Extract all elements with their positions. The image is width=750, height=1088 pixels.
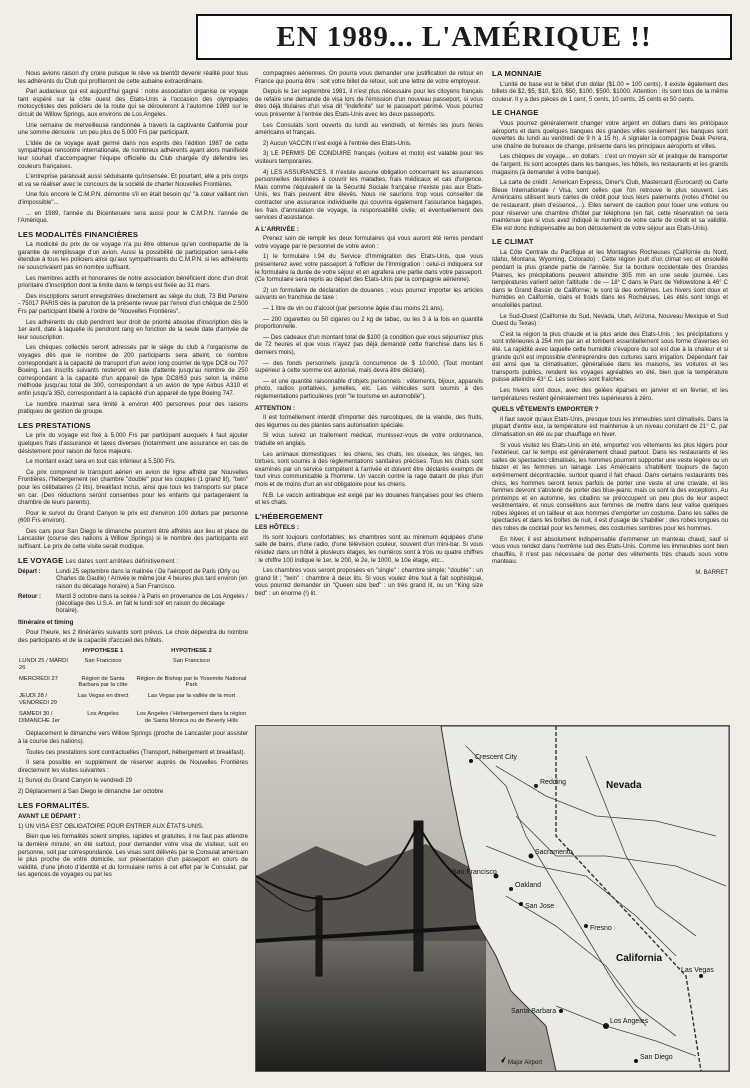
- return-label: Retour :: [18, 593, 41, 600]
- table-cell: Los Angeles / Hébergement dans la région de Santa Monica ou de Beverly Hills: [136, 710, 247, 724]
- paragraph: Le Sud-Ouest (Californie du Sud, Nevada, Utah, Arizona, Nouveau Mexique et Sud Ouest du Texas) :: [492, 312, 728, 328]
- section-heading-prestations: LES PRESTATIONS: [18, 420, 91, 430]
- heading-note: Les dates sont arrêtées définitivement :: [65, 558, 179, 565]
- paragraph: Prenez soin de remplir les deux formulaires qui vous auront été remis pendant votre voyage par le personnel de votre avion :: [255, 235, 483, 250]
- map-label-redding: Redding: [540, 779, 567, 786]
- paragraph: L'idée de ce voyage avait germé dans nos esprits dès l'édition 1987 de cette sympathique rencontre internationale, de nombreux adhérents ayant alors manifesté leur souhait d'accompagner l'équipe officielle du Club chargée d'y défendre les couleurs françaises.: [18, 139, 248, 170]
- paragraph: 4) LES ASSURANCES. Il n'existe aucune obligation concernant les assurances personnelles destinées à couvrir les maladies, frais médicaux et cas d'urgence. Mais comme l'équivalent de la Sécurité Sociale française n'existe pas aux Etats-Unis, les frais peuvent être élevés. Nous ne saurions trop vous conseiller de contracter une assurance individuelle qui couvrira également l'assurance bagages, les frais d'annulation de voyage, la responsabilité civile, et éventuellement des services d'assistance.: [255, 168, 483, 222]
- list-item: — et une quantité raisonnable d'objets personnels : vêtements, bijoux, appareils photo, radios portatives, jumelles, etc. Les véhicules sont soumis à des réglementations particulières (voir "le tourisme en automobile").: [255, 377, 483, 400]
- table-cell: San Francisco: [172, 658, 210, 665]
- departure-info: [18, 569, 248, 591]
- paragraph: Ce prix comprend le transport aérien en avion de ligne affrété par Nouvelles Frontières, l'hébergement (en chambre "double" pour les couples (1 grand lit), "twin" pour les célibataires (2 lits), breakfast inclus, ainsi que tous les transports sur place en car. (Des réductions seront consenties pour les enfants qui partageraient la chambre de leurs parents).: [18, 468, 248, 507]
- table-row: [18, 656, 248, 674]
- map-label-santa-barbara: Santa Barbara: [511, 1008, 557, 1015]
- golden-gate-map-photo: [255, 725, 730, 1072]
- table-cell: San Francisco: [84, 658, 122, 665]
- paragraph: compagnies aériennes. On pourra vous demander une justification de retour en France qui pourra être : soit votre billet de retour, soit une lettre de votre employeur.: [255, 70, 483, 85]
- paragraph: Les chèques de voyage... en dollars : c'est un moyen sûr et pratique de transporter de l'argent. Ils sont acceptés dans les banques, les hôtels, les restaurants et les grands magasins (à demander à votre banque).: [492, 153, 728, 176]
- paragraph: L'entreprise paraissait aussi séduisante qu'insensée. Et pourtant, elle a pris corps et va se réaliser avec le concours de la société de charter Nouvelles Frontières.: [18, 173, 248, 188]
- paragraph: C'est la région la plus chaude et la plus aride des Etats-Unis ; les précipitations y sont inférieures à 254 mm par an et tombent essentiellement sous forme d'averses en été. La rapidité avec laquelle cette humidité s'évapore du sol est due à la chaleur et si grande qu'il est impossible d'entreprendre des cultures sans irrigation. Dépendant l'air est ainsi que la climatisation, généralisée dans les maisons, les voitures et les transports publics, rendent les voyages agréables en été, bien que la température puisse atteindre 43° C. Les soirées sont fraîches.: [492, 330, 728, 384]
- table-cell-date: JEUDI 28 / VENDREDI 29: [19, 693, 58, 707]
- map-label-crescent-city: Crescent City: [475, 754, 518, 761]
- paragraph: Toutes ces prestations sont contractuelles (Transport, hébergement et breakfast).: [26, 748, 246, 756]
- paragraph: 1) le formulaire I.94 du Service d'Immigration des Etats-Unis, que vous présenterez avec votre passeport à l'officier de l'Immigration : celui-ci indiquera sur le formulaire la durée de votre séjour et en agrafera une partie dans votre passeport. (Ce formulaire sera repris au départ des Etats-Unis par la compagnie aérienne).: [255, 253, 483, 284]
- map-label-san-francisco: San Francisco: [452, 869, 497, 876]
- paragraph: ... en 1989, l'année du Bicentenaire sera aussi pour le C.M.P.N. l'année de l'Amérique.: [18, 209, 248, 225]
- section-heading-climat: LE CLIMAT: [492, 237, 534, 247]
- map-label-san-jose: San Jose: [525, 903, 555, 910]
- paragraph: 1) UN VISA EST OBLIGATOIRE POUR ENTRER AUX ÉTATS-UNIS.: [18, 822, 204, 830]
- map-label-oakland: Oakland: [515, 882, 542, 889]
- subheading-hotels: LES HÔTELS :: [255, 524, 300, 532]
- table-cell-date: LUNDI 25 / MARDI 26: [19, 658, 68, 671]
- page-title-banner: [196, 14, 732, 60]
- paragraph: Nous avions raison d'y croire puisque le rêve va bientôt devenir réalité pour tous les adhérents du Club qui profiteront de cette aubaine extraordinaire.: [18, 70, 248, 85]
- subheading-attention: ATTENTION :: [255, 404, 295, 412]
- list-item: — Des cadeaux d'un montant total de $100 (à condition que vous séjourniez plus de 72 heures et que vous n'ayez pas déjà demandé cette franchise dans les 6 derniers mois),: [255, 333, 483, 356]
- table-header-cell: HYPOTHESE 2: [171, 648, 212, 655]
- section-heading-hebergement: L'HÉBERGEMENT: [255, 511, 324, 521]
- return-value: Mardi 3 octobre dans la soirée / à Paris en provenance de Los Angeles / (décollage des U.S.A. en fait le lundi soir en raison du décalage horaire).: [56, 593, 248, 615]
- column-2: [255, 70, 483, 690]
- departure-label: Départ :: [18, 569, 41, 576]
- paragraph: L'unité de base est le billet d'un dollar ($1.00 = 100 cents). Il existe également des billets de $2, $5, $10, $20, $50, $100, $500, $1000. Attention : ils sont tous de la même couleur. Il y a des pièces de 1 cent, 5 cents, 10 cents, 25 cents et 50 cents.: [492, 80, 728, 103]
- table-row: [18, 691, 248, 709]
- paragraph: Ils sont toujours confortables; les chambres sont au minimum équipées d'une salle de bains, d'une radio, d'une télévision couleur, souvent d'un mini-bar. Si vous résidez dans un hôtel à plusieurs étages, les numéros sont à trois ou quatre chiffres : le chiffre 100 indique le 1er, le 200, le 2e, le 1000, le 10e étage, etc...: [255, 533, 483, 564]
- return-info: [18, 594, 248, 616]
- paragraph: La modicité du prix de ce voyage n'a pu être obtenue qu'en contrepartie de la garantie de remplissage d'un avion. Aussi la possibilité de participation sera-t-elle étendue à tous les policiers ainsi qu'aux sympathisants du C.M.P.N. si les adhérents ne souscrivaient pas en nombre suffisant.: [18, 241, 248, 272]
- bay-water: [256, 941, 486, 1071]
- photo-illustration: [256, 726, 729, 1071]
- paragraph: N.B. Le vaccin antirabique est exigé par les douanes françaises pour les chiens et les chats.: [255, 491, 483, 507]
- paragraph: En hiver, il est absolument indispensable d'emmener un manteau chaud, sauf si vous vous rendez dans l'extrême sud des Etats-Unis. Comme les immeubles sont bien chauffés, il n'est pas nécessaire de porter des vêtements très chauds sous votre manteau.: [492, 535, 728, 566]
- subheading-vetements: QUELS VÊTEMENTS EMPORTER ?: [492, 406, 599, 414]
- paragraph: 2) Aucun VACCIN n'est exigé à l'entrée des Etats-Unis.: [263, 139, 412, 147]
- author-signature: M. BARRET: [695, 570, 728, 577]
- map-label-sacramento: Sacramento: [535, 849, 573, 856]
- paragraph: 2) un formulaire de déclaration de douanes ; vous pourrez importer les articles suivants en franchise de taxe :: [255, 286, 483, 302]
- map-label-san-diego: San Diego: [640, 1054, 673, 1061]
- paragraph: Depuis le 1er septembre 1981, il n'est plus nécessaire pour les citoyens français de refaire une demande de visa lors de l'émission d'un nouveau passeport, si vous êtes déjà titulaires d'un visa dit "indefinite" sur le passeport périmé. Vous pourrez vous présenter à l'entrée des Etats-Unis avec les deux passeports.: [255, 88, 483, 118]
- map-label-fresno: Fresno: [590, 925, 612, 932]
- paragraph: Les animaux domestiques : les chiens, les chats, les oiseaux, les singes, les tortues, sont soumis à des réglementations sanitaires précises. Tous les chats sont examinés par un service compétent à l'arrivée et doivent être déclarés exempts de tout virus communicable à l'homme. Un vaccin contre la rage datant de plus d'un mois et de moins d'un an est obligatoire pour les chiens.: [255, 450, 483, 488]
- list-item: — 200 cigarettes ou 50 cigares ou 2 kg de tabac, ou les 3 à la fois en quantité proportionnelle.: [255, 315, 483, 331]
- paragraph: Pari audacieux qui est aujourd'hui gagné : notre association organise ce voyage tant espéré sur la côte ouest des Etats-Unis à l'occasion des olympiades motocyclistes des policiers de la route qui se dérouleront à l'automne 1989 sur le circuit de Willow Springs, aux environs de Los Angeles.: [18, 88, 248, 118]
- paragraph: Les hivers sont doux, avec des gelées éparses en janvier et en février, et les températures restent généralement très supérieures à zéro.: [492, 386, 728, 402]
- table-cell-date: SAMEDI 30 / DIMANCHE 1er: [19, 710, 60, 724]
- column-1: [18, 70, 248, 1080]
- paragraph: Une semaine de merveilleuse randonnée à travers la captivante Californie pour une somme dérisoire : un peu plus de 5.000 Frs par participant.: [18, 121, 248, 137]
- paragraph: Une fois encore le C.M.P.N. démontre s'il en était besoin qu' "à cœur vaillant rien d'impossible"...: [18, 191, 248, 206]
- map-label-los-angeles: Los Angeles: [610, 1018, 649, 1025]
- paragraph: 3) LE PERMIS DE CONDUIRE français (voiture et moto) est valable pour les visiteurs temporaires.: [255, 150, 483, 165]
- section-heading-change: LE CHANGE: [492, 108, 539, 118]
- paragraph: Le montant exact sera en tout cas inférieur à 5.500 Frs.: [26, 458, 176, 466]
- paragraph: Vous pourrez généralement changer votre argent en dollars dans les principaux aéroports et dans quelques banques des grandes villes seulement (les banques sont ouvertes du lundi au vendredi de 9 h à 15 h). A signaler la compagnie Deak Perera, une chaîne de bureaux de change, présente dans les principaux aéroports et villes.: [492, 119, 728, 150]
- column-3: [492, 70, 728, 690]
- table-cell: Las Vegas en direct: [77, 693, 129, 700]
- paragraph: Pour l'heure, les 2 itinéraires suivants sont prévus. Le choix dépendra du nombre des participants et de la capacité d'accueil des hôtels.: [18, 629, 248, 644]
- paragraph: Si vous visitez les Etats-Unis en été, emportez vos vêtements les plus légers pour l'extérieur, car le temps est généralement chaud partout. Dans les restaurants et les salles de spectacles climatisés, les hommes pourront supporter une veste légère ou un blazer et les femmes un lainage. Les Américains s'habillent toujours de façon extrêmement décontractée, surtout quand il fait chaud. Dans certains restaurants très chics, les hommes seront tenus parfois de porter une veste et une cravate, et les femmes devront s'abstenir de porter des blue-jeans; mais ce sont là des exceptions. Au printemps et en automne, les citadins se préoccupent un peu plus de leur aspect vestimentaire, et nous conseillons aux femmes de mettre dans leur valise quelques robes légères et un tailleur et aux hommes d'emporter un costume. Dans les salles de spectacles et dans les boîtes de nuit, il est d'usage de s'habiller : des robes longues ou des robes de cocktail pour les femmes, des costumes sombres pour les hommes.: [492, 441, 728, 533]
- paragraph: Pour le survol du Grand Canyon le prix est d'environ 100 dollars par personne (600 Frs environ).: [18, 509, 248, 525]
- list-item: — 1 litre de vin ou d'alcool (par personne âgée d'au moins 21 ans),: [263, 305, 444, 313]
- heading-text: LE VOYAGE: [18, 555, 64, 565]
- paragraph: Si vous suivez un traitement médical, munissez-vous de votre ordonnance, traduite en anglais.: [255, 432, 483, 447]
- table-header-row: [18, 647, 248, 656]
- bridge-tower: [414, 821, 423, 971]
- paragraph: Le nombre maximal sera limité à environ 400 personnes pour des raisons pratiques de gestion de groupe.: [18, 400, 248, 416]
- paragraph: Il est formellement interdit d'importer des narcotiques, de la viande, des fruits, des légumes ou des plantes sans autorisation spéciale.: [255, 414, 483, 429]
- paragraph: Le prix du voyage est fixé à 5.000 Frs par participant auxquels il faut ajouter quelques frais d'assurance et taxes diverses (notamment une assurance en cas de désistement pour raison de force majeure.: [18, 432, 248, 455]
- page-title: EN 1989... L'AMÉRIQUE !!: [276, 20, 652, 53]
- paragraph: Des inscriptions seront enregistrées directement au siège du club, 73 Bld Pereire - 75017 PARIS dès la parution de la présente revue par l'envoi d'un chèque de 2.500 Frs par participant libellé à l'ordre de "Nouvelles Frontières".: [18, 292, 248, 316]
- paragraph: Déplacement le dimanche vers Willow Springs (proche de Lancaster pour assister à la course des nations).: [18, 730, 248, 746]
- table-cell: Las Vegas par la vallée de la mort: [147, 693, 236, 700]
- table-row: [18, 709, 248, 727]
- paragraph: Il sera possible en supplément de réserver auprès de Nouvelles Frontières directement les visites suivantes :: [18, 759, 248, 774]
- table-cell: Los Angeles: [87, 710, 119, 717]
- table-row: [18, 674, 248, 692]
- map-label-nevada: Nevada: [606, 780, 642, 791]
- table-cell: Région de Santa Barbara par la côte: [78, 675, 128, 689]
- map-legend-airport: Major Airport: [508, 1060, 543, 1066]
- map-label-california: California: [616, 953, 663, 964]
- itinerary-table: [18, 647, 248, 726]
- itinerary-heading: Itinéraire et timing: [18, 619, 74, 627]
- table-header-cell: [18, 647, 71, 656]
- section-heading-finances: LES MODALITÉS FINANCIÈRES: [18, 229, 139, 239]
- section-heading-formalites: LES FORMALITÉS.: [18, 800, 90, 810]
- subheading-arrivee: A L'ARRIVÉE :: [255, 225, 299, 233]
- list-item: 1) Survol du Grand Canyon le vendredi 29: [18, 777, 133, 785]
- paragraph: Les chambres vous seront proposées en "single" : chambre simple; "double" : un grand lit ; "twin" : chambre à deux lits. Si vous voulez être tout à fait sophistiqué, vous pourrez demander un "Queen size bed" : un très grand lit, ou un "King size bed" : un énorme (!) lit.: [255, 567, 483, 598]
- paragraph: Les adhérents du club pendront leur droit de priorité absolue d'inscription dès le 1er avril, date à laquelle ils pendront rang en fonction de la seule date d'arrivée de leur souscription.: [18, 318, 248, 341]
- paragraph: Des cars pour San Diego le dimanche pourront être affrétés aux lieu et place de Lancaster (course des nations à Willow Springs) si le nombre des participants est suffisant. Le prix de cette visite serait modique.: [18, 527, 248, 551]
- table-cell: Région de Bishop par le Yosemite National Park: [136, 675, 247, 689]
- list-item: 2) Déplacement à San Diego le dimanche 1er octobre: [18, 787, 164, 795]
- paragraph: Les chèques collectés seront adressés par le siège du club à l'organisme de voyages dès que le nombre de 200 participants sera atteint, ce nombre correspondant à la capacité de transport d'un avion long courrier de type DC8 ou 707 Boeing. Les inscrits suivants resteront en liste d'attente jusqu'au nombre de 250 correspondant à la capacité d'un appareil de type DC8/63 puis selon la même méthode jusqu'au total de 300, correspondant à un avion de type Airbus A310 et enfin jusqu'à 350, correspondant à la capacité d'un appareil de type Boeing 747.: [18, 344, 248, 397]
- paragraph: Bien que les formalités soient simples, rapides et gratuites, il ne faut pas attendre la dernière minute, en été surtout, pour demander votre visa de visiteur, soit en personne, soit par correspondance. Les visas sont délivrés par le Consulat américain le plus proche de votre domicile, sur présentation d'un passeport en cours de validité, d'une photo d'identité et du formulaire remis à cet effet par le Consulat, par les agences de voyages ou par les: [18, 833, 248, 879]
- paragraph: La Côte Centrale du Pacifique et les Montagnes Rocheuses (Californie du Nord, Idaho, Montana, Wyoming, Colorado) : Cette région jouit d'un climat sec et ensoleillé pendant la plus grande partie de l'année. Sur la bordure occidentale des Grandes Plaines, les précipitations peuvent atteindre 305 mm en une seule journée. Les températures varient selon l'altitude : de — 18° C dans le Parc de Yellowstone à 46° C dans le Grand Bassin de Californie; le sont là des extrêmes. Les hivers sont doux et humides en Californie, clairs et froids dans les Rocheuses. Les étés sont longs et ensoleillés partout.: [492, 248, 728, 310]
- subheading-avant-depart: AVANT LE DÉPART :: [18, 813, 81, 821]
- paragraph: Il faut savoir qu'aux Etats-Unis, presque tous les immeubles sont climatisés. Dans la plupart d'entre eux, la température est maintenue à un niveau constant de 21° C, par climatisation en été ou par chauffage en hiver.: [492, 415, 728, 438]
- paragraph: La carte de crédit : American Express, Diner's Club, Mastercard (Eurocard) ou Carte Bleue Internationale / Visa, sont celles que l'on retrouve le plus souvent. Les Américains utilisent leurs cartes de crédit pour tous leurs paiements (notes d'hôtel ou de restaurant, plein d'essence,...). Elles servent de caution pour louer une voiture ou pour réserver une chambre d'hôtel par téléphone (en fait, cette réservation ne sera maintenue que si vous avez indiqué le numéro de votre carte de crédit et sa validité. Elle est donc indispensable au bon déroulement de votre séjour aux Etats-Unis).: [492, 179, 728, 232]
- section-heading-voyage: [18, 557, 248, 567]
- list-item: — des fonds personnels jusqu'à concurrence de $ 10.000. (Tout montant supérieur à cette somme est autorisé, mais devra être déclaré).: [255, 359, 483, 375]
- table-cell-date: MERCREDI 27: [19, 675, 58, 682]
- map-label-las-vegas: Las Vegas: [681, 967, 714, 974]
- section-heading-monnaie: LA MONNAIE: [492, 70, 542, 78]
- departure-value: Lundi 25 septembre dans la matinée / De l'aéroport de Paris (Orly ou Charles de Gaulle) / Arrivée le même jour 4 heures plus tard environ (en raison du décalage horaire) à San Francisco.: [56, 569, 248, 590]
- paragraph: Les membres actifs et honoraires de notre association bénéficient donc d'un droit prioritaire d'inscription dont la limite dans le temps est fixée au 31 mars.: [18, 274, 248, 290]
- table-header-cell: HYPOTHESE 1: [82, 648, 124, 655]
- paragraph: Les Consulats sont ouverts du lundi au vendredi, et fermés les jours fériés américains et français.: [255, 121, 483, 137]
